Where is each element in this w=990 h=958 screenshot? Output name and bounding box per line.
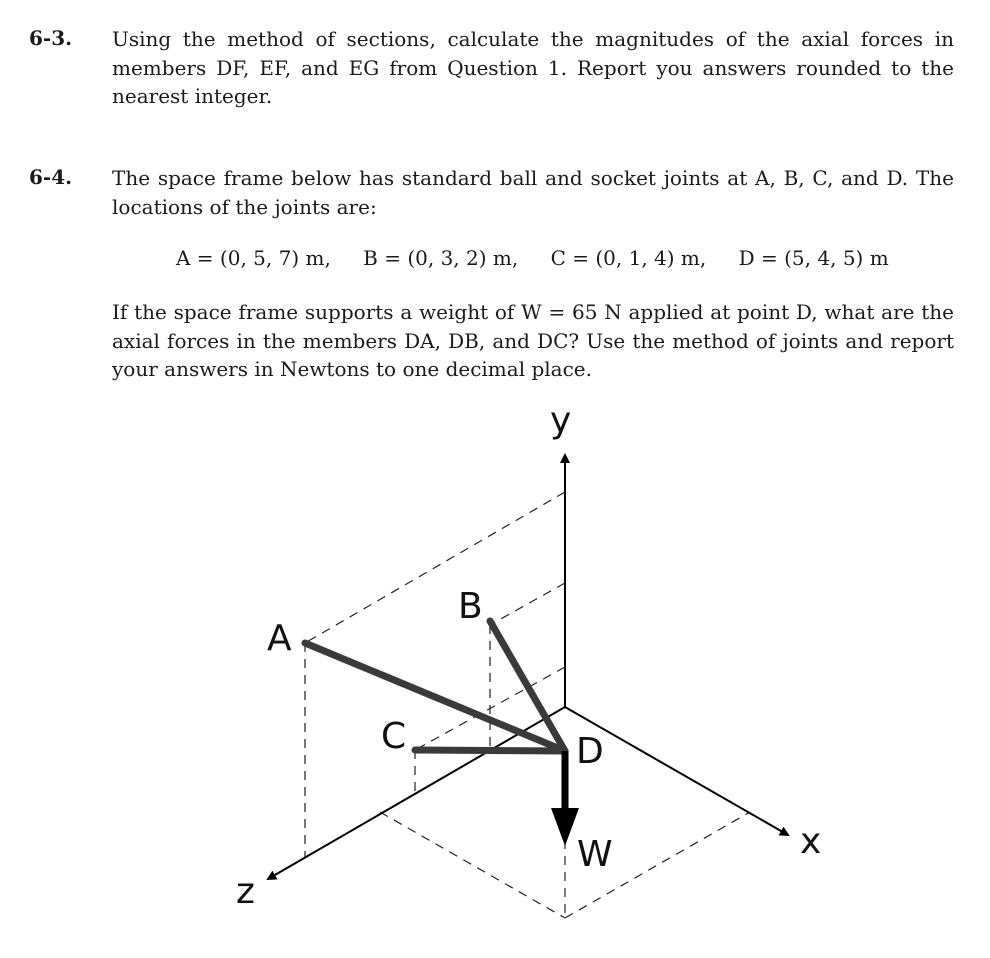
point-label-a: A [267, 618, 292, 659]
member-dc [415, 750, 565, 751]
axis-label-z: z [236, 871, 255, 912]
axes [268, 455, 788, 879]
coord-d: D = (5, 4, 5) m [738, 246, 889, 270]
problem-text: Using the method of sections, calculate the magnitudes of the axial forces in members DF, EF, and EG from Question 1. Report you answers rounded to the nearest integer. [112, 27, 954, 108]
dashed-construction-lines [305, 492, 750, 918]
coord-b: B = (0, 3, 2) m, [363, 246, 519, 270]
coord-c: C = (0, 1, 4) m, [550, 246, 707, 270]
point-label-d: D [576, 731, 604, 772]
coord-a: A = (0, 5, 7) m, [176, 246, 331, 270]
problem-number: 6-3. [29, 26, 73, 50]
point-label-b: B [458, 586, 483, 627]
members [305, 621, 565, 751]
problem-question: If the space frame supports a weight of W = 65 N applied at point D, what are the axial forces in the members DA, DB, and DC? Use the method of joints and report your answers in Newtons to one decimal place. [112, 300, 954, 381]
axis-label-x: x [800, 821, 822, 862]
member-db [490, 621, 565, 751]
problem-number: 6-4. [29, 165, 73, 189]
weight-arrow-head [551, 808, 579, 846]
point-label-c: C [381, 716, 407, 757]
problem-intro: The space frame below has standard ball and socket joints at A, B, C, and D. The locations of the joints are: [112, 166, 954, 219]
member-da [305, 643, 565, 751]
axis-label-y: y [550, 400, 572, 441]
weight-label-w: W [577, 834, 613, 875]
